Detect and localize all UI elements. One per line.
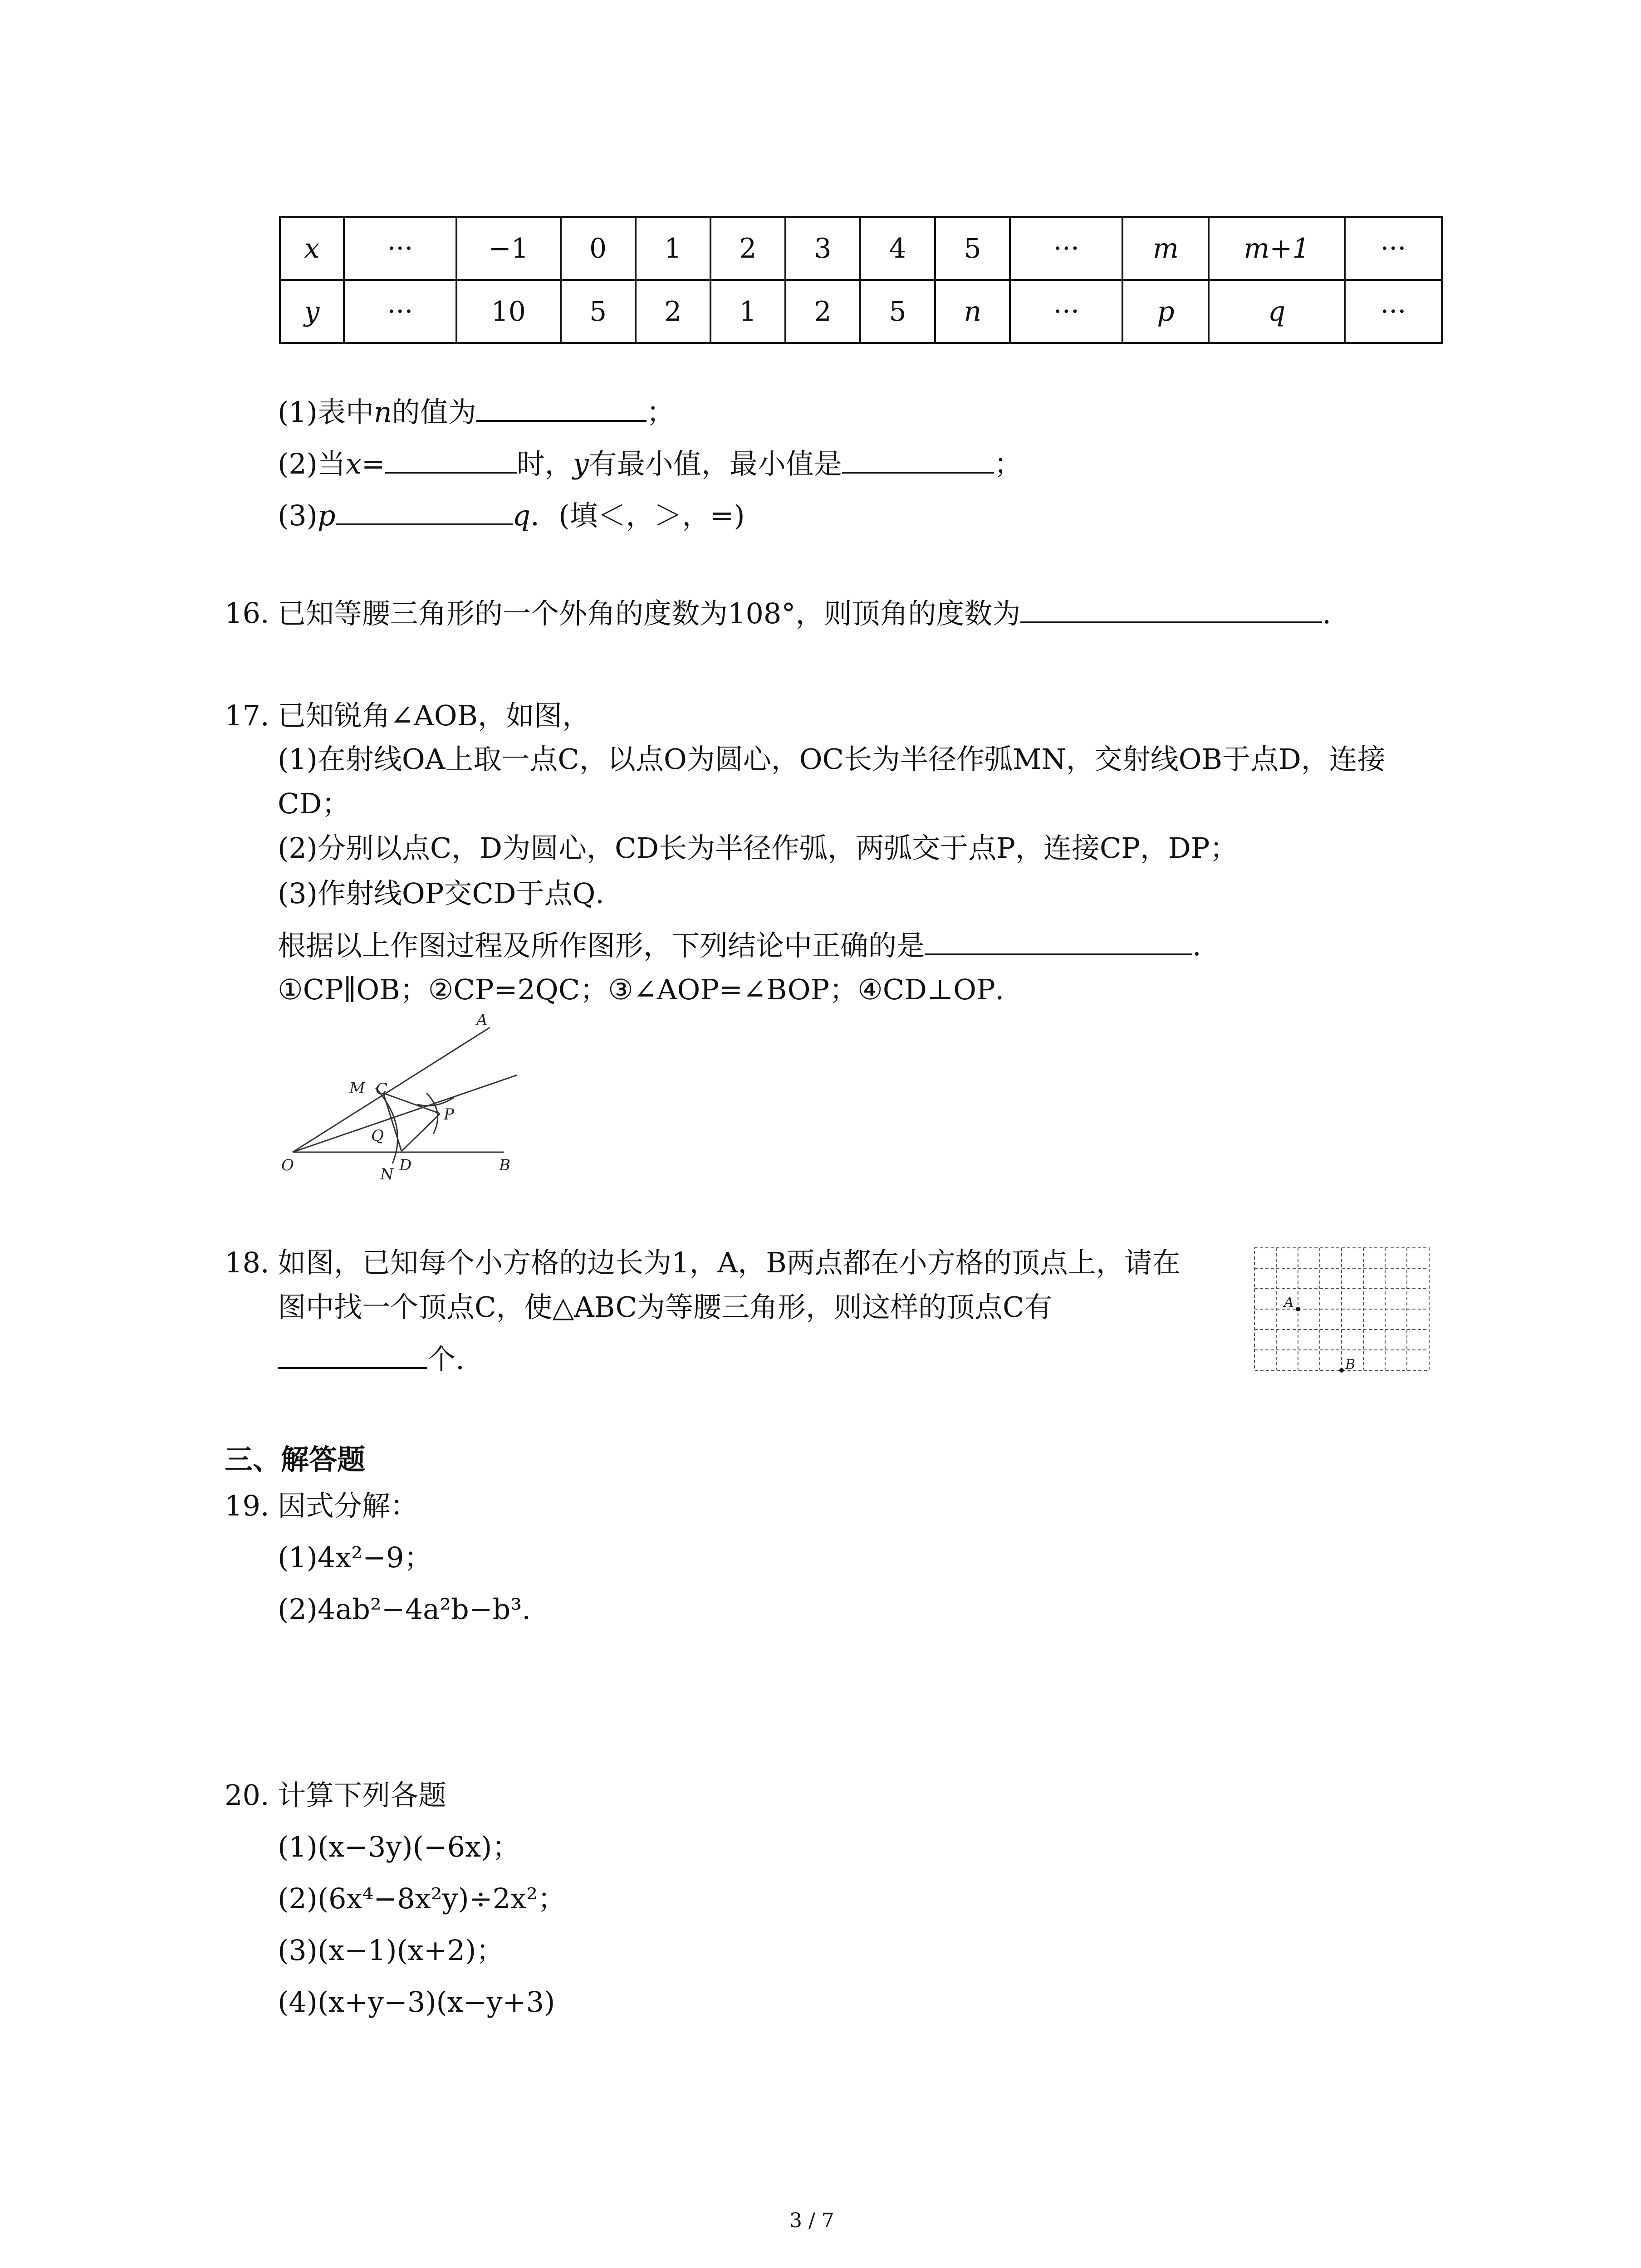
table-cell: 1 bbox=[710, 280, 785, 343]
q18-grid-figure bbox=[1252, 1246, 1434, 1377]
fig-label-b: B bbox=[499, 1156, 510, 1174]
table-cell: ··· bbox=[344, 280, 456, 343]
q15-part1-text: 的值为 bbox=[392, 396, 476, 429]
table-cell: ··· bbox=[1345, 280, 1442, 343]
q15-part2-text: 时， bbox=[516, 447, 573, 480]
q15-part3-text: ．(填＜，＞，=) bbox=[530, 499, 745, 532]
answer-blank[interactable] bbox=[1020, 596, 1322, 623]
q18-line1: 如图，已知每个小方格的边长为1，A，B两点都在小方格的顶点上，请在 bbox=[278, 1246, 1181, 1279]
table-cell: 5 bbox=[860, 280, 935, 343]
table-cell: 2 bbox=[710, 217, 785, 280]
q19-part1: (1)4x²−9； bbox=[278, 1541, 432, 1574]
q19-number: 19. bbox=[225, 1489, 269, 1522]
fig-label-a: A bbox=[476, 1012, 488, 1029]
table-cell: 4 bbox=[860, 217, 935, 280]
q15-part3 bbox=[278, 498, 745, 533]
q17-prompt: 根据以上作图过程及所作图形，下列结论中正确的是 bbox=[278, 929, 925, 962]
table-cell: 2 bbox=[785, 280, 860, 343]
fig-label-m: M bbox=[349, 1079, 365, 1097]
q20-part3: (3)(x−1)(x+2)； bbox=[278, 1934, 505, 1967]
q18-end: 个. bbox=[427, 1343, 465, 1376]
table-cell: m bbox=[1122, 217, 1209, 280]
table-cell: m+1 bbox=[1209, 217, 1344, 280]
fig-label-o: O bbox=[281, 1156, 294, 1174]
table-cell: 0 bbox=[561, 217, 636, 280]
q17-line1: (1)在射线OA上取一点C，以点O为圆心，OC长为半径作弧MN，交射线OB于点D，连接 bbox=[278, 743, 1386, 776]
q16-text bbox=[278, 596, 1331, 631]
table-cell: ··· bbox=[344, 217, 456, 280]
q15-part2-label: (2)当 bbox=[278, 447, 346, 480]
table-cell: 5 bbox=[561, 280, 636, 343]
answer-blank[interactable] bbox=[336, 498, 513, 525]
q17-line1b: CD； bbox=[278, 787, 350, 820]
q18-line2: 图中找一个顶点C，使△ABC为等腰三角形，则这样的顶点C有 bbox=[278, 1290, 1053, 1324]
grid-label-a: A bbox=[1284, 1295, 1294, 1310]
table-cell: 5 bbox=[935, 217, 1010, 280]
ray-oa bbox=[293, 1027, 490, 1152]
value-table bbox=[279, 216, 1443, 344]
table-cell: ··· bbox=[1010, 217, 1122, 280]
q15-part1 bbox=[278, 395, 675, 430]
table-cell: 10 bbox=[456, 280, 561, 343]
answer-blank[interactable] bbox=[385, 446, 517, 474]
page-number: 3 / 7 bbox=[789, 2209, 834, 2232]
table-cell: ··· bbox=[1010, 280, 1122, 343]
point-b bbox=[1339, 1368, 1344, 1373]
q15-part2 bbox=[278, 446, 1022, 481]
q15-var-p: p bbox=[317, 499, 336, 532]
q17-line3: (3)作射线OP交CD于点Q． bbox=[278, 877, 624, 910]
fig-label-n: N bbox=[380, 1165, 394, 1183]
q15-part1-label: (1)表中 bbox=[278, 396, 374, 429]
table-cell: q bbox=[1209, 280, 1344, 343]
table-row-y bbox=[280, 280, 1442, 343]
q16-end: . bbox=[1322, 597, 1332, 630]
q18-line3 bbox=[278, 1342, 465, 1377]
q16-number: 16. bbox=[225, 596, 269, 630]
fig-label-p: P bbox=[444, 1105, 454, 1124]
table-cell: 3 bbox=[785, 217, 860, 280]
answer-blank[interactable] bbox=[476, 395, 647, 422]
segment-cp bbox=[383, 1093, 440, 1114]
arc-p1 bbox=[426, 1093, 438, 1134]
grid-label-b: B bbox=[1345, 1357, 1356, 1373]
table-cell: 2 bbox=[636, 280, 710, 343]
q17-line4 bbox=[278, 928, 1201, 963]
q17-number: 17. bbox=[225, 699, 269, 732]
q19-title: 因式分解： bbox=[278, 1489, 419, 1522]
q15-part2-text2: 有最小值，最小值是 bbox=[588, 447, 842, 480]
q20-part2: (2)(6x⁴−8x²y)÷2x²； bbox=[278, 1882, 566, 1915]
q20-part4: (4)(x+y−3)(x−y+3) bbox=[278, 1985, 555, 2019]
q15-var-q: q bbox=[512, 499, 531, 532]
fig-label-c: C bbox=[376, 1080, 388, 1098]
point-a bbox=[1296, 1307, 1300, 1311]
table-header-y: y bbox=[280, 280, 344, 343]
table-cell: p bbox=[1122, 280, 1209, 343]
answer-blank[interactable] bbox=[278, 1342, 427, 1369]
q15-var-x: x= bbox=[345, 447, 385, 480]
section-heading: 三、解答题 bbox=[225, 1443, 366, 1476]
q20-part1: (1)(x−3y)(−6x)； bbox=[278, 1830, 520, 1863]
q17-end: . bbox=[1192, 929, 1201, 962]
fig-label-d: D bbox=[399, 1156, 412, 1174]
q20-title: 计算下列各题 bbox=[278, 1779, 447, 1812]
q17-line0: 已知锐角∠AOB，如图， bbox=[278, 699, 591, 732]
q17-line2: (2)分别以点C，D为圆心，CD长为半径作弧，两弧交于点P，连接CP，DP； bbox=[278, 831, 1238, 865]
answer-blank[interactable] bbox=[925, 928, 1192, 955]
q20-number: 20. bbox=[225, 1779, 269, 1812]
q15-part3-label: (3) bbox=[278, 499, 318, 532]
q17-figure bbox=[272, 1012, 526, 1188]
q17-line5: ①CP∥OB；②CP=2QC；③∠AOP=∠BOP；④CD⊥OP． bbox=[278, 973, 1024, 1006]
fig-label-q: Q bbox=[371, 1127, 384, 1145]
q16-stem: 已知等腰三角形的一个外角的度数为108°，则顶角的度数为 bbox=[278, 597, 1021, 630]
table-cell: n bbox=[935, 280, 1010, 343]
q15-var-n: n bbox=[373, 396, 392, 429]
q18-number: 18. bbox=[225, 1246, 269, 1279]
q15-part1-end: ； bbox=[646, 396, 675, 429]
q19-part2: (2)4ab²−4a²b−b³. bbox=[278, 1593, 531, 1626]
table-header-x: x bbox=[280, 217, 344, 280]
table-cell: ··· bbox=[1345, 217, 1442, 280]
table-cell: −1 bbox=[456, 217, 561, 280]
answer-blank[interactable] bbox=[842, 446, 994, 474]
table-cell: 1 bbox=[636, 217, 710, 280]
q15-var-y: y bbox=[573, 447, 589, 480]
q15-part2-end: ； bbox=[994, 447, 1022, 480]
table-row-x bbox=[280, 217, 1442, 280]
ray-op bbox=[293, 1075, 517, 1152]
